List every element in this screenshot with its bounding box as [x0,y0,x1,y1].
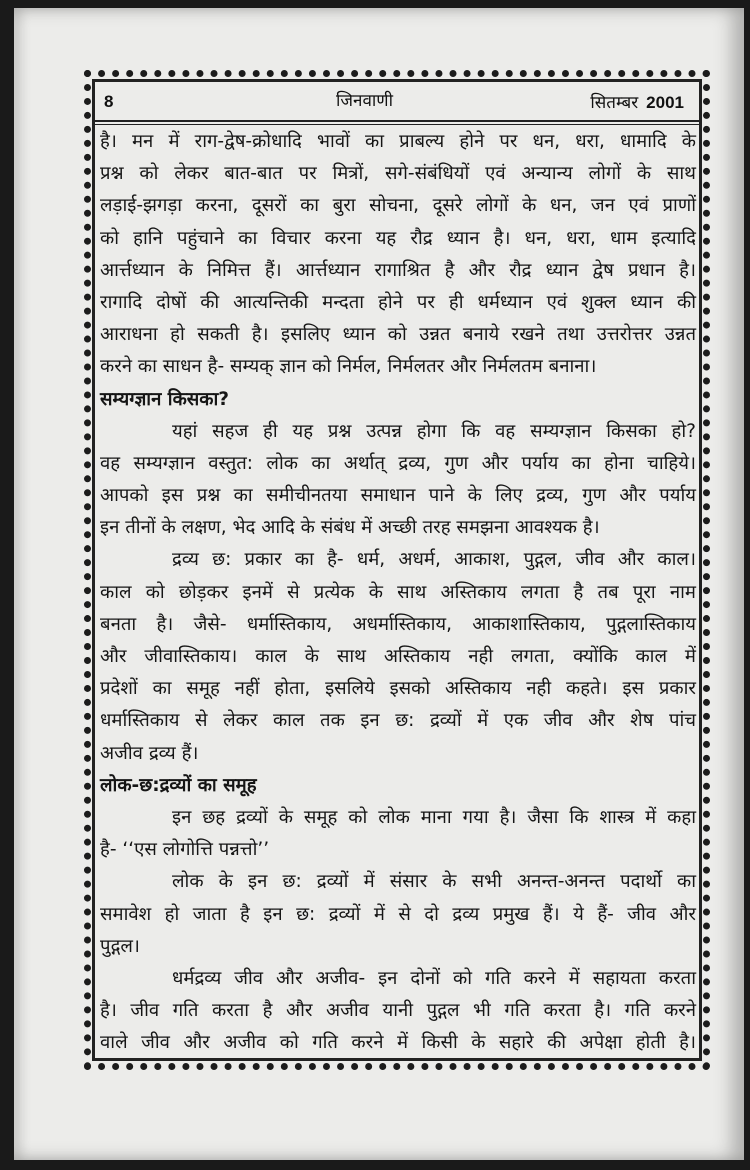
text-line: अजीव द्रव्य हैं। [100,742,199,764]
text-line: बनता है। जैसे- धर्मास्तिकाय, अधर्मास्तिकाय, आकाशास्तिकाय, पुद्गलास्तिकाय [100,613,696,635]
text-line: इन तीनों के लक्षण, भेद आदि के संबंध में अच्छी तरह समझना आवश्यक है। [100,517,600,539]
text-line: पुद्गल। [100,935,140,957]
text-line: धर्मद्रव्य जीव और अजीव- इन दोनों को गति करने में सहायता करता [172,967,696,989]
article-body [100,126,696,1059]
text-line: वाले जीव और अजीव को गति करने में किसी के सहारे की अपेक्षा होती है। [100,1032,696,1054]
text-line: समावेश हो जाता है इन छ: द्रव्यों में से दो द्रव्य प्रमुख हैं। ये हैं- जीव और [100,903,696,925]
text-line: है। जीव गति करता है और अजीव यानी पुद्गल भी गति करता है। गति करने [100,1000,696,1022]
issue-month: सितम्बर [590,93,639,113]
text-line: है- ‘‘एस लोगोत्ति पन्नत्तो’’ [100,839,270,861]
text-line: प्रदेशों का समूह नहीं होता, इसलिये इसको अस्तिकाय नही कहते। इस प्रकार [100,678,696,700]
text-line: और जीवास्तिकाय। काल के साथ अस्तिकाय नही लगता, क्योंकि काल में [100,646,696,667]
text-line: धर्मास्तिकाय से लेकर काल तक इन छ: द्रव्यों में एक जीव और शेष पांच [100,710,696,732]
text-line: आर्त्तध्यान के निमित्त हैं। आर्त्तध्यान रागाश्रित है और रौद्र ध्यान द्वेष प्रधान है। [100,259,696,281]
issue-year: 2001 [646,93,684,112]
running-header [96,86,698,120]
text-line: वह सम्यग्ज्ञान वस्तुत: लोक का अर्थात् द्रव्य, गुण और पर्याय का होना चाहिये। [100,452,696,474]
section-heading: लोक-छ:द्रव्यों का समूह [100,774,257,796]
text-line: लड़ाई-झगड़ा करना, दूसरों का बुरा सोचना, दूसरे लोगों के धन, जन एवं प्राणों [100,195,696,217]
text-line: प्रश्न को लेकर बात-बात पर मित्रों, सगे-संबंधियों एवं अन्यान्य लोगों के साथ [100,163,696,185]
text-line: काल को छोड़कर इनमें से प्रत्येक के साथ अस्तिकाय लगता है तब पूरा नाम [100,581,696,603]
text-line: आराधना हो सकती है। इसलिए ध्यान को उन्नत बनाये रखने तथा उत्तरोत्तर उन्नत [100,324,696,346]
header-rule [95,120,699,125]
text-line: यहां सहज ही यह प्रश्न उत्पन्न होगा कि वह सम्यग्ज्ञान किसका हो? [172,420,696,442]
text-line: आपको इस प्रश्न का समीचीनतया समाधान पाने के लिए द्रव्य, गुण और पर्याय [100,485,696,507]
text-line: को हानि पहुंचाने का विचार करना यह रौद्र ध्यान है। धन, धरा, धाम इत्यादि [100,227,696,249]
text-line: इन छह द्रव्यों के समूह को लोक माना गया है। जैसा कि शास्त्र में कहा [172,806,696,828]
text-line: द्रव्य छ: प्रकार का है- धर्म, अधर्म, आकाश, पुद्गल, जीव और काल। [172,549,696,571]
text-line: करने का साधन है- सम्यक् ज्ञान को निर्मल, निर्मलतर और निर्मलतम बनाना। [100,356,597,378]
text-line: है। मन में राग-द्वेष-क्रोधादि भावों का प्राबल्य होने पर धन, धरा, धामादि के [100,131,696,152]
text-line: रागादि दोषों की आत्यन्तिकी मन्दता होने पर ही धर्मध्यान एवं शुक्ल ध्यान की [100,291,696,313]
section-heading: सम्यग्ज्ञान किसका? [100,388,230,410]
page-number: 8 [104,92,114,111]
issue-date [590,90,684,113]
text-line: लोक के इन छ: द्रव्यों में संसार के सभी अनन्त-अनन्त पदार्थो का [172,871,696,893]
magazine-title: जिनवाणी [336,91,394,111]
